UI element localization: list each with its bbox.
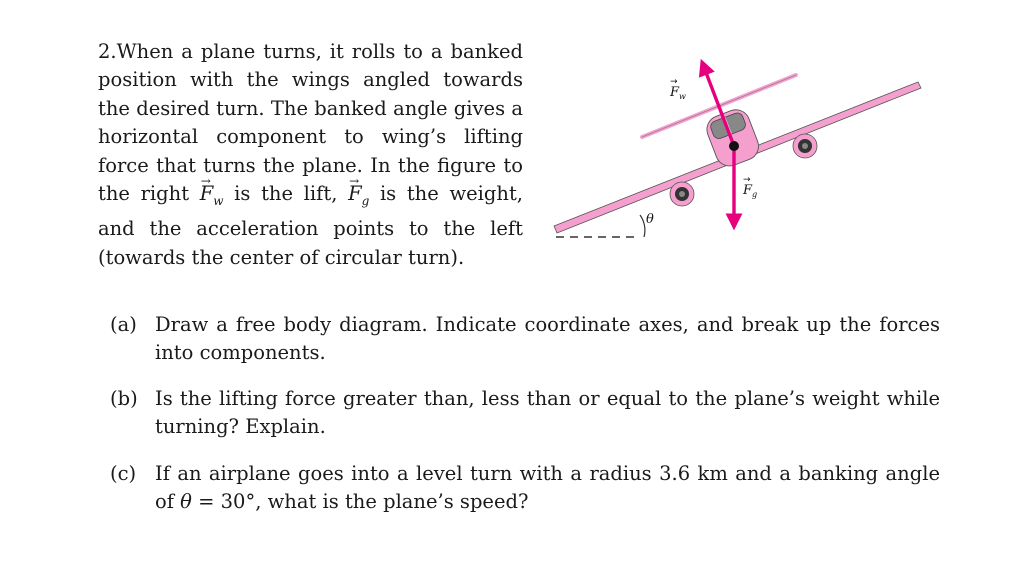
- left-engine: [670, 182, 694, 206]
- weight-label: $F_g$: [743, 183, 758, 199]
- weight-label-arrow: →: [743, 175, 751, 185]
- center-of-mass-dot: [729, 141, 739, 151]
- lift-label-arrow: →: [670, 77, 678, 87]
- question-b-label: (b): [110, 387, 138, 410]
- question-a-text: Draw a free body diagram. Indicate coordinate axes, and break up the forces into components.: [155, 313, 940, 365]
- theta-symbol: θ: [180, 490, 192, 514]
- problem-statement: [98, 38, 523, 272]
- right-engine: [793, 134, 817, 158]
- intro-text-1: 2.When a plane turns, it rolls to a banked position with the wings angled towards the desired turn. The banked angle gives a horizontal component to wing’s lifting force that turns the plane. In the figure to the right: [98, 40, 523, 206]
- question-c-label: (c): [110, 462, 137, 485]
- question-a-label: (a): [110, 313, 137, 336]
- intro-text-2: is the lift,: [223, 182, 349, 206]
- lift-label: $F_w$: [670, 85, 686, 101]
- question-a: [110, 311, 940, 368]
- weight-vector-symbol: → $F_g$: [348, 180, 369, 215]
- lift-vector-symbol: → $F_w$: [200, 180, 224, 215]
- question-b-text: Is the lifting force greater than, less than or equal to the plane’s weight while turning? Explain.: [155, 387, 940, 439]
- intro-text-3: is the weight, and the acceleration points to the left (towards the center of circular turn).: [98, 182, 523, 269]
- banked-plane-figure: [540, 40, 940, 260]
- theta-label: θ: [646, 212, 654, 227]
- question-c-text: If an airplane goes into a level turn with a radius 3.6 km and a banking angle of θ = 30°, what is the plane’s speed?: [155, 462, 940, 514]
- question-b: [110, 385, 940, 442]
- angle-arc: [640, 215, 645, 237]
- question-c: [110, 460, 940, 517]
